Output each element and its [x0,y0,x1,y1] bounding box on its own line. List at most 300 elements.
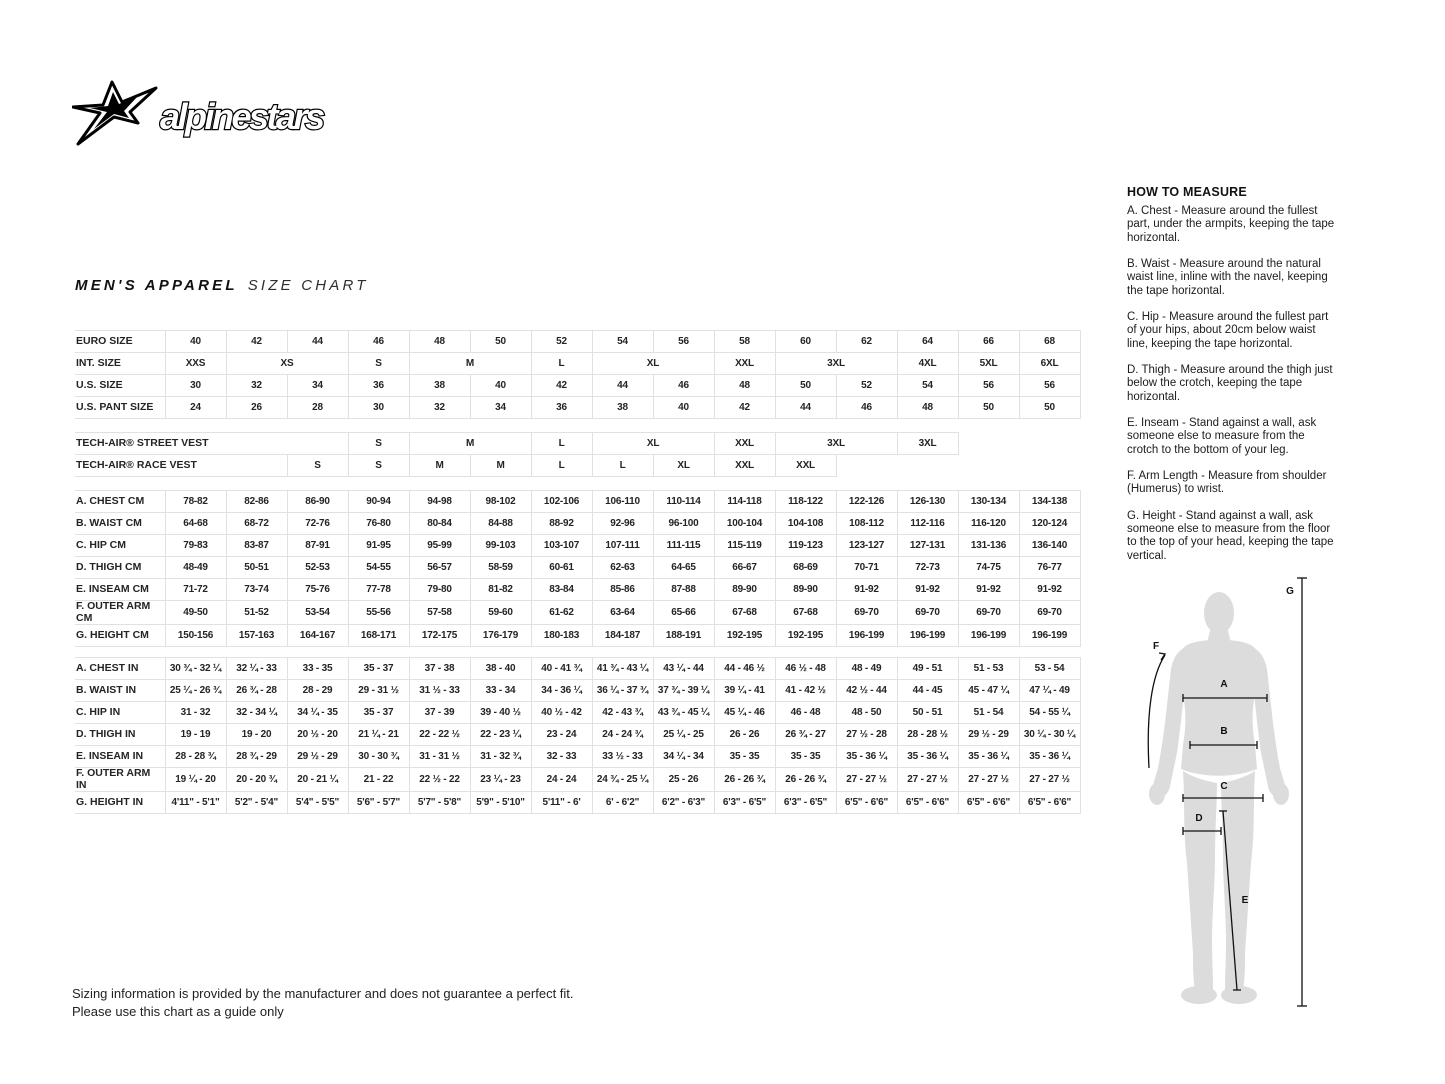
size-cell: 22 - 23 ¼ [470,724,531,746]
size-cell: 44 [287,331,348,353]
size-cell: 33 - 34 [470,680,531,702]
size-cell: 39 ¼ - 41 [714,680,775,702]
measure-instruction: C. Hip - Measure around the fullest part of your hips, about 20cm below waist line, keeping the tape horizontal. [1127,310,1329,350]
label-hip: C [1220,781,1228,792]
size-cell: 5'2" - 5'4" [226,792,287,814]
disclaimer-line-2: Please use this chart as a guide only [72,1003,284,1019]
size-cell: 31 - 31 ½ [409,746,470,768]
table-row [75,601,1080,625]
alpinestars-logo [72,76,342,159]
size-cell: 112-116 [897,513,958,535]
how-to-measure-title: HOW TO MEASURE [1127,185,1247,199]
size-cell: 6'3" - 6'5" [714,792,775,814]
measure-instruction: B. Waist - Measure around the natural waist line, inline with the navel, keeping the tape horizontal. [1127,257,1328,297]
size-cell: M [409,353,531,375]
size-cell: 86-90 [287,491,348,513]
size-cell: 37 - 38 [409,658,470,680]
size-cell: 39 - 40 ½ [470,702,531,724]
size-cell: 62-63 [592,557,653,579]
size-cell: 5'11" - 6' [531,792,592,814]
size-cell: 51-52 [226,601,287,625]
table-row [75,433,1080,455]
size-cell: 6'5" - 6'6" [897,792,958,814]
size-cell: L [531,455,592,477]
size-cell: XL [592,433,714,455]
size-cell: 64-65 [653,557,714,579]
size-cell: 88-92 [531,513,592,535]
size-cell: 26 - 26 ¾ [775,768,836,792]
size-cell: 79-80 [409,579,470,601]
size-cell: 108-112 [836,513,897,535]
size-cell: 168-171 [348,625,409,647]
size-cell: 48 [714,375,775,397]
size-cell: 48 [897,397,958,419]
size-cell: 56 [1019,375,1080,397]
size-cell: 91-92 [958,579,1019,601]
size-cell: 30 [165,375,226,397]
measure-instruction: F. Arm Length - Measure from shoulder (Humerus) to wrist. [1127,469,1327,496]
table-row [75,680,1080,702]
size-cell: 56-57 [409,557,470,579]
size-cell: 83-84 [531,579,592,601]
size-cell: 38 [592,397,653,419]
size-cell: 6'2" - 6'3" [653,792,714,814]
size-cell: 45 ¼ - 46 [714,702,775,724]
size-cell: 6'5" - 6'6" [836,792,897,814]
size-cell: 49-50 [165,601,226,625]
row-label: F. OUTER ARM IN [75,768,165,792]
size-cell: 87-91 [287,535,348,557]
size-cell: 40 [470,375,531,397]
measure-instruction: E. Inseam - Stand against a wall, ask someone else to measure from the crotch to the bottom of your leg. [1127,416,1317,456]
size-cell [958,433,1080,455]
size-cell: 69-70 [1019,601,1080,625]
disclaimer-line-1: Sizing information is provided by the manufacturer and does not guarantee a perfect fit. [72,986,574,1001]
size-cell: 69-70 [836,601,897,625]
size-cell: 40 - 41 ¾ [531,658,592,680]
size-cell: 27 - 27 ½ [958,768,1019,792]
size-cell: 32 [226,375,287,397]
size-cell: 68 [1019,331,1080,353]
size-cell: 35 - 35 [775,746,836,768]
size-cell: 75-76 [287,579,348,601]
disclaimer [72,985,574,1020]
size-cell: 48 [409,331,470,353]
size-cell: 90-94 [348,491,409,513]
table-row [75,625,1080,647]
size-cell: 22 - 22 ½ [409,724,470,746]
size-cell: 36 ¼ - 37 ¾ [592,680,653,702]
page-title-primary: MEN'S APPAREL [75,277,238,294]
size-cell: 29 - 31 ½ [348,680,409,702]
size-cell: 29 ½ - 29 [287,746,348,768]
size-cell: 46 - 48 [775,702,836,724]
size-cell: 87-88 [653,579,714,601]
size-cell: 76-77 [1019,557,1080,579]
size-cell: 126-130 [897,491,958,513]
table-row [75,397,1080,419]
size-cell: 196-199 [836,625,897,647]
label-chest: A [1220,679,1228,690]
size-cell: 164-167 [287,625,348,647]
row-label: B. WAIST IN [75,680,165,702]
size-cell: 81-82 [470,579,531,601]
size-cell: 30 [348,397,409,419]
size-cell: 80-84 [409,513,470,535]
row-label: D. THIGH CM [75,557,165,579]
size-cell: 28 - 29 [287,680,348,702]
size-cell: 82-86 [226,491,287,513]
size-cell: 32 ¼ - 33 [226,658,287,680]
size-cell: 50-51 [226,557,287,579]
size-cell: 26 ¾ - 27 [775,724,836,746]
size-cell: 50 [958,397,1019,419]
size-cell: 22 ½ - 22 [409,768,470,792]
size-cell: M [409,433,531,455]
size-cell: 71-72 [165,579,226,601]
size-cell: 33 ½ - 33 [592,746,653,768]
size-cell: 196-199 [958,625,1019,647]
alpinestars-wordmark: alpinestars [160,96,323,137]
size-cell: 98-102 [470,491,531,513]
size-cell: 66-67 [714,557,775,579]
size-cell: 136-140 [1019,535,1080,557]
size-cell: 64-68 [165,513,226,535]
table-row [75,768,1080,792]
size-cell: S [287,455,348,477]
size-cell: 115-119 [714,535,775,557]
size-cell: 5'9" - 5'10" [470,792,531,814]
size-cell: 157-163 [226,625,287,647]
size-cell: 6' - 6'2" [592,792,653,814]
size-cell: 20 - 20 ¾ [226,768,287,792]
size-cell: 102-106 [531,491,592,513]
size-cell: 111-115 [653,535,714,557]
size-cell: 85-86 [592,579,653,601]
size-cell: 79-83 [165,535,226,557]
size-cell: 34 ¼ - 35 [287,702,348,724]
row-label: D. THIGH IN [75,724,165,746]
size-cell: 67-68 [775,601,836,625]
size-cell: 192-195 [714,625,775,647]
row-label: EURO SIZE [75,331,165,353]
measure-instruction: A. Chest - Measure around the fullest part, under the armpits, keeping the tape horizontal. [1127,205,1335,244]
size-cell: L [531,433,592,455]
size-cell: 52 [836,375,897,397]
size-cell: 50 [1019,397,1080,419]
size-cell: 36 [531,397,592,419]
table-row [75,455,1080,477]
size-cell: 32 - 34 ¼ [226,702,287,724]
size-cell: 57-58 [409,601,470,625]
size-cell: XXL [775,455,836,477]
table-section-tech-air [75,432,1080,477]
size-cell: 31 - 32 [165,702,226,724]
measure-instruction: D. Thigh - Measure around the thigh just below the crotch, keeping the tape horizontal. [1127,363,1333,403]
size-cell: M [470,455,531,477]
row-label: E. INSEAM CM [75,579,165,601]
size-cell: 196-199 [1019,625,1080,647]
size-cell: 68-69 [775,557,836,579]
size-cell: 43 ¾ - 45 ¼ [653,702,714,724]
size-cell: 89-90 [714,579,775,601]
size-cell: 65-66 [653,601,714,625]
size-cell: 27 - 27 ½ [897,768,958,792]
size-chart-table [75,330,1080,814]
size-cell: 83-87 [226,535,287,557]
row-label: U.S. PANT SIZE [75,397,165,419]
size-cell: 43 ¼ - 44 [653,658,714,680]
size-cell: 34 - 36 ¼ [531,680,592,702]
size-cell: 130-134 [958,491,1019,513]
row-label: G. HEIGHT IN [75,792,165,814]
size-cell: 100-104 [714,513,775,535]
size-cell: 63-64 [592,601,653,625]
size-cell: 5XL [958,353,1019,375]
size-cell: 60-61 [531,557,592,579]
size-cell: 37 ¾ - 39 ¼ [653,680,714,702]
table-row [75,491,1080,513]
size-cell: 28 - 28 ¾ [165,746,226,768]
size-cell: 38 - 40 [470,658,531,680]
size-cell: 127-131 [897,535,958,557]
size-cell: 52-53 [287,557,348,579]
size-cell: 110-114 [653,491,714,513]
size-cell: 99-103 [470,535,531,557]
measurement-figure [1135,563,1313,1023]
size-cell: S [348,455,409,477]
size-cell: 49 - 51 [897,658,958,680]
size-cell: 44 [592,375,653,397]
size-cell: 31 - 32 ¾ [470,746,531,768]
size-cell: 78-82 [165,491,226,513]
size-cell: 45 - 47 ¼ [958,680,1019,702]
size-cell: 35 - 36 ¼ [897,746,958,768]
size-cell: 46 ½ - 48 [775,658,836,680]
table-row [75,746,1080,768]
size-cell: 20 ½ - 20 [287,724,348,746]
size-cell: 56 [958,375,1019,397]
size-cell: 42 [531,375,592,397]
size-cell: 3XL [897,433,958,455]
row-label: C. HIP CM [75,535,165,557]
row-label: F. OUTER ARM CM [75,601,165,625]
size-cell: 106-110 [592,491,653,513]
row-label: B. WAIST CM [75,513,165,535]
how-to-measure-panel [1127,185,1339,576]
size-cell: 89-90 [775,579,836,601]
size-cell: 54 - 55 ¼ [1019,702,1080,724]
size-cell: 19 - 20 [226,724,287,746]
size-cell: 91-92 [1019,579,1080,601]
size-cell: 46 [836,397,897,419]
row-label: C. HIP IN [75,702,165,724]
size-cell: 24 - 24 ¾ [592,724,653,746]
size-cell: 46 [653,375,714,397]
size-cell: 116-120 [958,513,1019,535]
size-cell: 30 ¼ - 30 ¼ [1019,724,1080,746]
size-cell: 103-107 [531,535,592,557]
size-cell: 134-138 [1019,491,1080,513]
row-label: E. INSEAM IN [75,746,165,768]
size-cell: 52 [531,331,592,353]
size-cell: 25 ¼ - 25 [653,724,714,746]
size-cell: 69-70 [897,601,958,625]
alpinestars-logo-icon [72,76,342,154]
size-cell: XL [592,353,714,375]
size-cell: 35 - 36 ¼ [836,746,897,768]
size-cell: 44 - 46 ½ [714,658,775,680]
size-cell: 118-122 [775,491,836,513]
size-cell: 25 - 26 [653,768,714,792]
size-cell: 20 - 21 ¼ [287,768,348,792]
size-cell: 68-72 [226,513,287,535]
size-cell: 69-70 [958,601,1019,625]
size-cell: 42 ½ - 44 [836,680,897,702]
size-cell: 4'11" - 5'1" [165,792,226,814]
size-cell: 54 [592,331,653,353]
size-cell: 24 [165,397,226,419]
size-cell: 35 - 36 ¼ [1019,746,1080,768]
size-cell: 40 ½ - 42 [531,702,592,724]
row-label: INT. SIZE [75,353,165,375]
table-row [75,702,1080,724]
size-cell [836,455,1080,477]
size-cell: 24 ¾ - 25 ¼ [592,768,653,792]
table-row [75,513,1080,535]
row-label: G. HEIGHT CM [75,625,165,647]
size-cell: 60 [775,331,836,353]
size-cell: 6'5" - 6'6" [958,792,1019,814]
row-label: A. CHEST CM [75,491,165,513]
size-cell: 150-156 [165,625,226,647]
size-cell: 3XL [775,433,897,455]
table-row [75,353,1080,375]
size-cell: 54 [897,375,958,397]
label-inseam: E [1241,895,1249,906]
size-cell: 76-80 [348,513,409,535]
size-cell: 72-73 [897,557,958,579]
size-cell: 94-98 [409,491,470,513]
size-cell: 176-179 [470,625,531,647]
size-cell: 28 [287,397,348,419]
size-cell: 28 - 28 ½ [897,724,958,746]
row-label: TECH-AIR® RACE VEST [75,455,287,477]
table-row [75,557,1080,579]
size-cell: 3XL [775,353,897,375]
size-cell: XXL [714,353,775,375]
size-cell: 184-187 [592,625,653,647]
size-cell: 35 - 35 [714,746,775,768]
size-cell: 26 ¾ - 28 [226,680,287,702]
size-cell: 122-126 [836,491,897,513]
size-cell: 33 - 35 [287,658,348,680]
table-row [75,792,1080,814]
size-cell: 35 - 37 [348,702,409,724]
size-cell: 42 [714,397,775,419]
table-row [75,375,1080,397]
size-cell: XS [226,353,348,375]
table-section-in [75,657,1080,814]
size-cell: 48-49 [165,557,226,579]
size-cell: 66 [958,331,1019,353]
size-cell: 47 ¼ - 49 [1019,680,1080,702]
size-cell: 50 [775,375,836,397]
size-cell: 50 - 51 [897,702,958,724]
label-height: G [1286,586,1294,597]
size-cell: 32 [409,397,470,419]
size-cell: L [531,353,592,375]
size-cell: 5'6" - 5'7" [348,792,409,814]
size-cell: 41 - 42 ½ [775,680,836,702]
size-cell: 21 ¼ - 21 [348,724,409,746]
table-row [75,724,1080,746]
size-cell: 64 [897,331,958,353]
size-cell: M [409,455,470,477]
size-cell: 25 ¼ - 26 ¾ [165,680,226,702]
size-cell: 28 ¾ - 29 [226,746,287,768]
size-cell: 95-99 [409,535,470,557]
measure-instruction: G. Height - Stand against a wall, ask someone else to measure from the floor to the top of your head, keeping the tape vertical. [1127,509,1334,562]
size-cell: 21 - 22 [348,768,409,792]
size-cell: 53-54 [287,601,348,625]
size-cell: 48 - 49 [836,658,897,680]
label-arm: F [1152,641,1160,652]
size-cell: 96-100 [653,513,714,535]
size-cell: 26 [226,397,287,419]
page-title-secondary: SIZE CHART [247,277,369,294]
size-cell: 188-191 [653,625,714,647]
size-cell: 44 - 45 [897,680,958,702]
size-cell: 92-96 [592,513,653,535]
size-cell: S [348,433,409,455]
size-cell: 40 [165,331,226,353]
size-cell: 35 - 37 [348,658,409,680]
size-cell: 58 [714,331,775,353]
size-cell: 172-175 [409,625,470,647]
size-cell: 19 - 19 [165,724,226,746]
size-cell: 46 [348,331,409,353]
size-cell: 31 ½ - 33 [409,680,470,702]
how-to-measure-list [1127,205,1339,563]
size-cell: 114-118 [714,491,775,513]
size-cell: 50 [470,331,531,353]
size-cell: 74-75 [958,557,1019,579]
table-row [75,579,1080,601]
row-label: U.S. SIZE [75,375,165,397]
size-cell: 27 ½ - 28 [836,724,897,746]
size-cell: XL [653,455,714,477]
size-cell: 51 - 54 [958,702,1019,724]
size-cell: 62 [836,331,897,353]
size-cell: 180-183 [531,625,592,647]
size-cell: 6'3" - 6'5" [775,792,836,814]
size-cell: 91-92 [897,579,958,601]
size-cell: 26 - 26 [714,724,775,746]
size-cell: 73-74 [226,579,287,601]
size-cell: 19 ¼ - 20 [165,768,226,792]
body-silhouette-icon [1135,563,1313,1018]
size-cell: 35 - 36 ¼ [958,746,1019,768]
size-cell: 84-88 [470,513,531,535]
size-cell: 48 - 50 [836,702,897,724]
size-cell: L [592,455,653,477]
size-cell: 37 - 39 [409,702,470,724]
size-cell: 5'4" - 5'5" [287,792,348,814]
table-row [75,331,1080,353]
size-cell: 41 ¾ - 43 ¼ [592,658,653,680]
size-cell: 131-136 [958,535,1019,557]
